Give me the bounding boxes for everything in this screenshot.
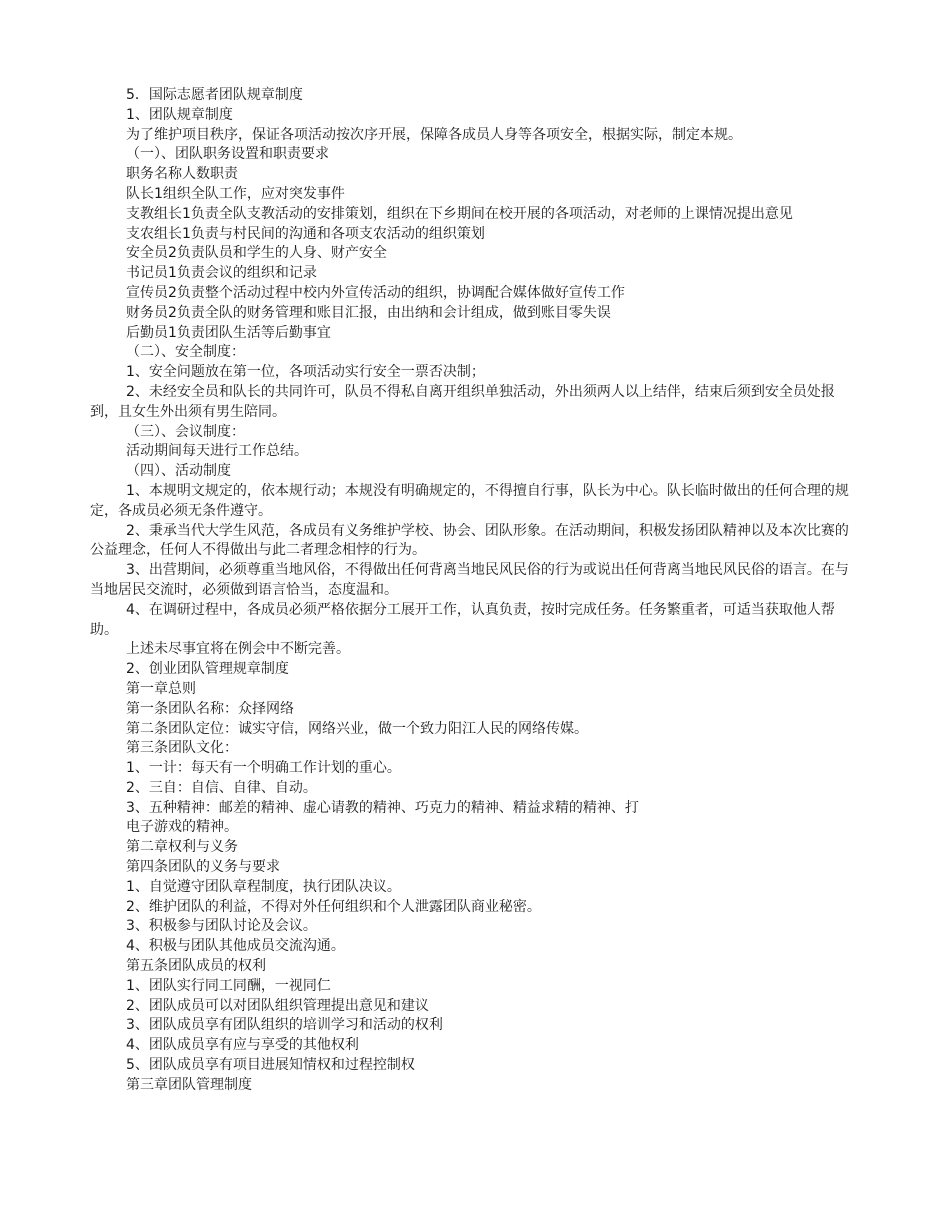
list-item: 4、积极与团队其他成员交流沟通。	[126, 938, 345, 955]
article-line: 第三条团队文化：	[126, 740, 238, 757]
list-item: 3、出营期间，必须尊重当地风俗，不得做出任何背离当地民风民俗的行为或说出任何背离当地民风民俗的语言。在与当地居民交流时，必须做到语言恰当，态度温和。	[90, 562, 849, 598]
chapter-heading: 第三章团队管理制度	[126, 1076, 252, 1093]
list-item: 3、五种精神：邮差的精神、虚心请教的精神、巧克力的精神、精益求精的精神、打	[126, 799, 639, 816]
list-item: 1、安全问题放在第一位，各项活动实行安全一票否决制；	[126, 364, 485, 381]
article-line: 第五条团队成员的权利	[126, 958, 266, 975]
role-line: 后勤员1负责团队生活等后勤事宜	[126, 324, 331, 341]
list-item: 1、团队实行同工同酬，一视同仁	[126, 977, 331, 994]
list-item: 2、团队成员可以对团队组织管理提出意见和建议	[126, 997, 429, 1014]
role-line: 宣传员2负责整个活动过程中校内外宣传活动的组织，协调配合媒体做好宣传工作	[126, 284, 625, 301]
chapter-heading: 第一章总则	[126, 680, 196, 697]
chapter-heading: 第二章权利与义务	[126, 839, 238, 856]
list-item: 2、维护团队的利益，不得对外任何组织和个人泄露团队商业秘密。	[126, 898, 541, 915]
role-line: 支教组长1负责全队支教活动的安排策划，组织在下乡期间在校开展的各项活动，对老师的上课情况提出意见	[126, 205, 793, 222]
paragraph: 活动期间每天进行工作总结。	[126, 443, 308, 460]
role-line: 安全员2负责队员和学生的人身、财产安全	[126, 245, 387, 262]
role-line: 财务员2负责全队的财务管理和账目汇报，由出纳和会计组成，做到账目零失误	[126, 304, 611, 321]
subsection-heading: （三）、会议制度：	[126, 423, 245, 440]
list-item: 2、未经安全员和队长的共同许可，队员不得私自离开组织单独活动，外出须两人以上结伴，结束后须到安全员处报到，且女生外出须有男生陪同。	[90, 383, 835, 420]
list-item: 2、秉承当代大学生风范，各成员有义务维护学校、协会、团队形象。在活动期间，积极发扬团队精神以及本次比赛的公益理念，任何人不得做出与此二者理念相悖的行为。	[90, 522, 849, 559]
list-item: 4、在调研过程中，各成员必须严格依据分工展开工作，认真负责，按时完成任务。任务繁重者，可适当获取他人帮助。	[90, 601, 835, 638]
list-item: 1、自觉遵守团队章程制度，执行团队决议。	[126, 878, 401, 895]
role-line: 队长1组织全队工作，应对突发事件	[126, 185, 345, 202]
list-item: 3、积极参与团队讨论及会议。	[126, 918, 317, 935]
article-line: 第四条团队的义务与要求	[126, 859, 280, 876]
article-line: 第一条团队名称：众择网络	[126, 700, 294, 717]
paragraph: 为了维护项目秩序，保证各项活动按次序开展，保障各成员人身等各项安全，根据实际，制定本规。	[126, 126, 742, 143]
list-item: 5、团队成员享有项目进展知情权和过程控制权	[126, 1057, 415, 1074]
table-header-line: 职务名称人数职责	[126, 166, 238, 183]
paragraph: 上述未尽事宜将在例会中不断完善。	[126, 641, 350, 658]
list-item: 1、本规明文规定的，依本规行动；本规没有明确规定的，不得擅自行事，队长为中心。队长临时做出的任何合理的规定，各成员必须无条件遵守。	[90, 482, 849, 519]
subsection-heading: （二）、安全制度：	[126, 344, 245, 361]
article-line: 第二条团队定位：诚实守信，网络兴业，做一个致力阳江人民的网络传媒。	[126, 720, 588, 737]
document-body	[90, 86, 862, 1096]
subsection-heading: （一）、团队职务设置和职责要求	[126, 146, 329, 163]
section-heading: 5．国际志愿者团队规章制度	[126, 87, 303, 103]
list-item: 3、团队成员享有团队组织的培训学习和活动的权利	[126, 1017, 443, 1034]
list-item: 2、三自：自信、自律、自动。	[126, 779, 317, 796]
list-item: 4、团队成员享有应与享受的其他权利	[126, 1037, 359, 1054]
role-line: 书记员1负责会议的组织和记录	[126, 265, 317, 282]
list-item-continuation: 电子游戏的精神。	[126, 819, 238, 836]
subsection-heading: （四）、活动制度	[126, 463, 231, 480]
subsection-heading: 2、创业团队管理规章制度	[126, 661, 289, 678]
list-item: 1、一计：每天有一个明确工作计划的重心。	[126, 760, 401, 777]
role-line: 支农组长1负责与村民间的沟通和各项支农活动的组织策划	[126, 225, 485, 242]
subsection-heading: 1、团队规章制度	[126, 106, 233, 123]
